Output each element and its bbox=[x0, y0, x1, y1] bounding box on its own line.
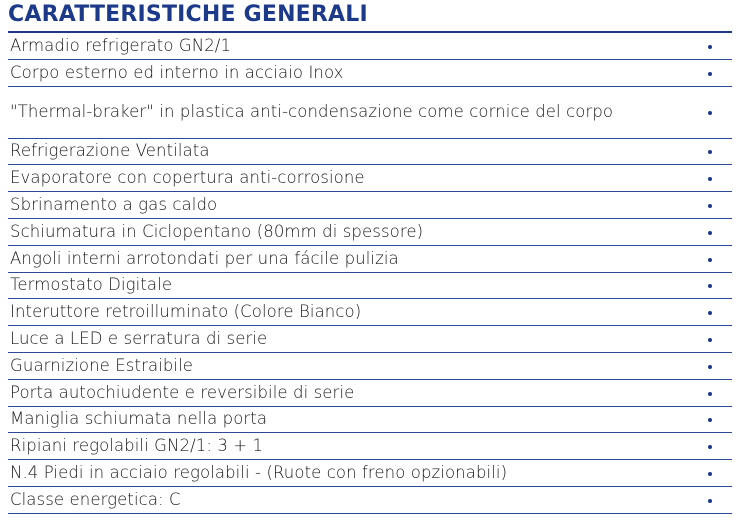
bullet-icon bbox=[708, 392, 712, 396]
feature-label: Refrigerazione Ventilata bbox=[10, 141, 210, 161]
feature-row bbox=[8, 353, 732, 380]
feature-row bbox=[8, 299, 732, 326]
feature-row bbox=[8, 326, 732, 353]
feature-label: Sbrinamento a gas caldo bbox=[10, 195, 218, 215]
bullet-icon bbox=[708, 418, 712, 422]
feature-label: Classe energetica: C bbox=[10, 489, 181, 509]
feature-row bbox=[8, 139, 732, 166]
feature-row bbox=[8, 487, 732, 514]
bullet-icon bbox=[708, 204, 712, 208]
bullet-icon bbox=[708, 111, 712, 115]
feature-row bbox=[8, 87, 732, 139]
bullet-icon bbox=[708, 258, 712, 262]
feature-row bbox=[8, 192, 732, 219]
feature-label: "Thermal-braker" in plastica anti-condensazione come cornice del corpo bbox=[10, 102, 614, 122]
feature-label: N.4 Piedi in acciaio regolabili - (Ruote con freno opzionabili) bbox=[10, 463, 508, 483]
feature-row bbox=[8, 33, 732, 60]
bullet-icon bbox=[708, 72, 712, 76]
bullet-icon bbox=[708, 311, 712, 315]
feature-label: Termostato Digitale bbox=[10, 275, 173, 295]
bullet-icon bbox=[708, 231, 712, 235]
bullet-icon bbox=[708, 472, 712, 476]
feature-row bbox=[8, 460, 732, 487]
bullet-icon bbox=[708, 150, 712, 154]
bullet-icon bbox=[708, 177, 712, 181]
feature-label: Evaporatore con copertura anti-corrosione bbox=[10, 168, 365, 188]
feature-row bbox=[8, 273, 732, 300]
bullet-icon bbox=[708, 499, 712, 503]
feature-label: Luce a LED e serratura di serie bbox=[10, 329, 268, 349]
bullet-icon bbox=[708, 284, 712, 288]
feature-label: Armadio refrigerato GN2/1 bbox=[10, 35, 232, 55]
feature-row bbox=[8, 165, 732, 192]
feature-label: Guarnizione Estraibile bbox=[10, 355, 194, 375]
feature-label: Porta autochiudente e reversibile di serie bbox=[10, 382, 355, 402]
feature-row bbox=[8, 407, 732, 434]
feature-label: Schiumatura in Ciclopentano (80mm di spessore) bbox=[10, 221, 424, 241]
bullet-icon bbox=[708, 445, 712, 449]
section-title: CARATTERISTICHE GENERALI bbox=[8, 2, 368, 27]
feature-row bbox=[8, 219, 732, 246]
features-section bbox=[8, 0, 732, 514]
bullet-icon bbox=[708, 338, 712, 342]
feature-list bbox=[8, 33, 732, 514]
feature-row bbox=[8, 60, 732, 87]
feature-label: Corpo esterno ed interno in acciaio Inox bbox=[10, 62, 344, 82]
bullet-icon bbox=[708, 365, 712, 369]
feature-label: Ripiani regolabili GN2/1: 3 + 1 bbox=[10, 436, 264, 456]
feature-label: Angoli interni arrotondati per una fácile pulizia bbox=[10, 248, 399, 268]
feature-label: Maniglia schiumata nella porta bbox=[10, 409, 268, 429]
feature-row bbox=[8, 380, 732, 407]
feature-row bbox=[8, 246, 732, 273]
bullet-icon bbox=[708, 45, 712, 49]
feature-row bbox=[8, 433, 732, 460]
feature-label: Interuttore retroilluminato (Colore Bianco) bbox=[10, 302, 362, 322]
